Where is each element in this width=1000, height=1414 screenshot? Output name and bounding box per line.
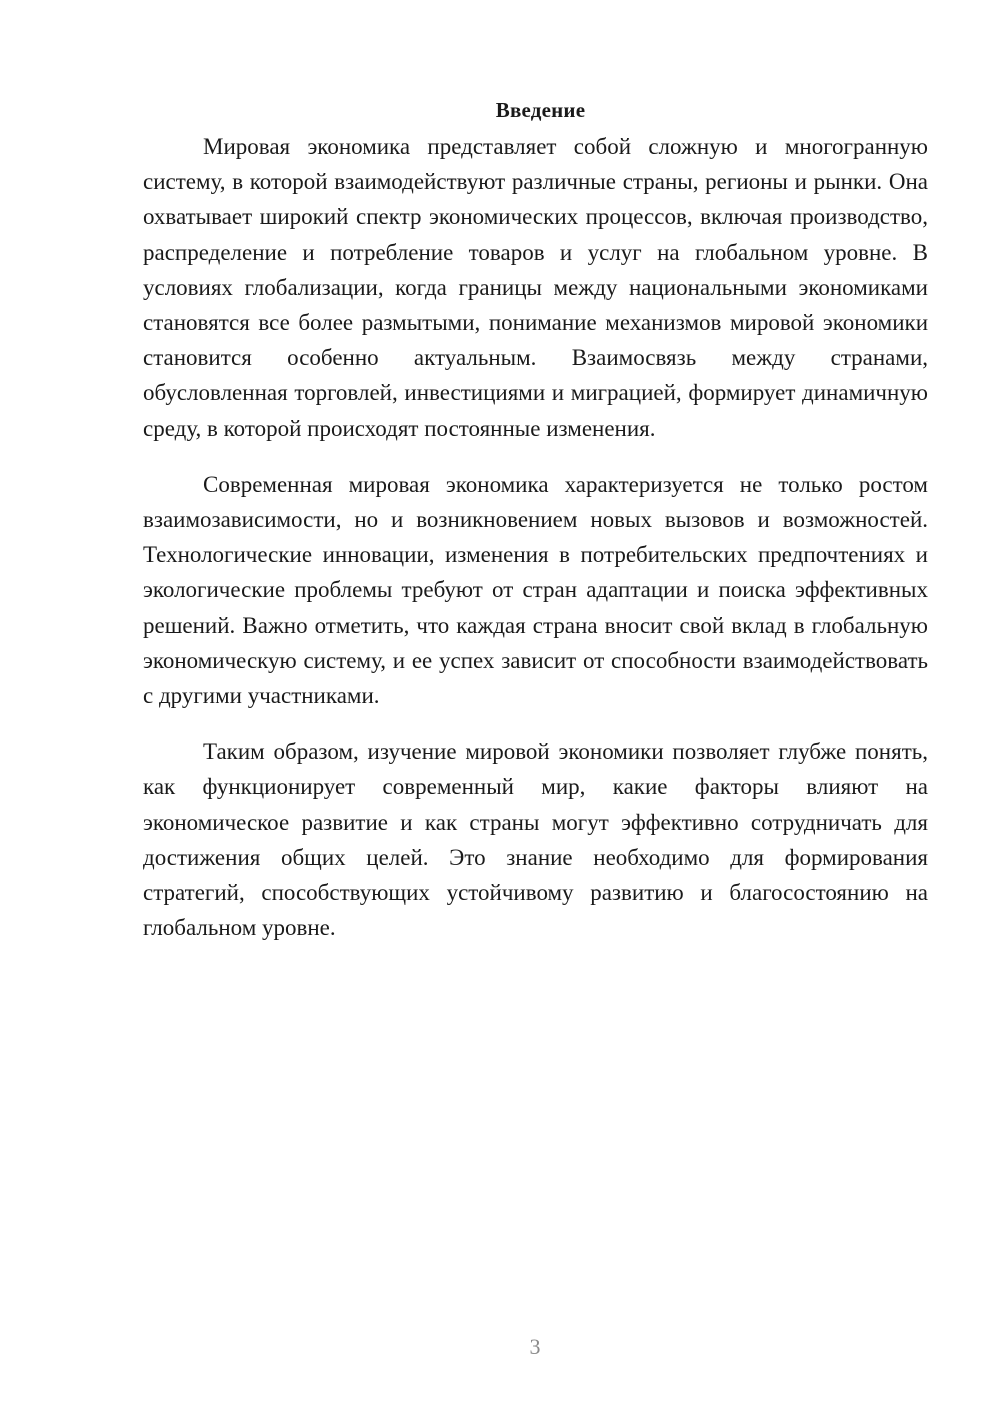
page-number: 3 (529, 1334, 541, 1359)
paragraph-3: Таким образом, изучение мировой экономики позволяет глубже понять, как функционирует современный мир, какие факторы влияют на экономическое развитие и как страны могут эффективно сотрудничать для достижения общих целей. Это знание необходимо для формирования стратегий, способствующих устойчивому развитию и благосостоянию на глобальном уровне. (143, 739, 928, 941)
page-content (143, 95, 928, 945)
paragraph-2: Современная мировая экономика характеризуется не только ростом взаимозависимости, но и возникновением новых вызовов и возможностей. Технологические инновации, изменения в потребительских предпочтениях и экологические проблемы требуют от стран адаптации и поиска эффективных решений. Важно отметить, что каждая страна вносит свой вклад в глобальную экономическую систему, и ее успех зависит от способности взаимодействовать с другими участниками. (143, 471, 928, 709)
paragraph-1: Мировая экономика представляет собой сложную и многогранную систему, в которой взаимодействуют различные страны, регионы и рынки. Она охватывает широкий спектр экономических процессов, включая производство, распределение и потребление товаров и услуг на глобальном уровне. В условиях глобализации, когда границы между национальными экономиками становятся все более размытыми, понимание механизмов мировой экономики становится особенно актуальным. Взаимосвязь между странами, обусловленная торговлей, инвестициями и миграцией, формирует динамичную среду, в которой происходят постоянные изменения. (143, 134, 928, 441)
section-heading: Введение (495, 98, 586, 122)
